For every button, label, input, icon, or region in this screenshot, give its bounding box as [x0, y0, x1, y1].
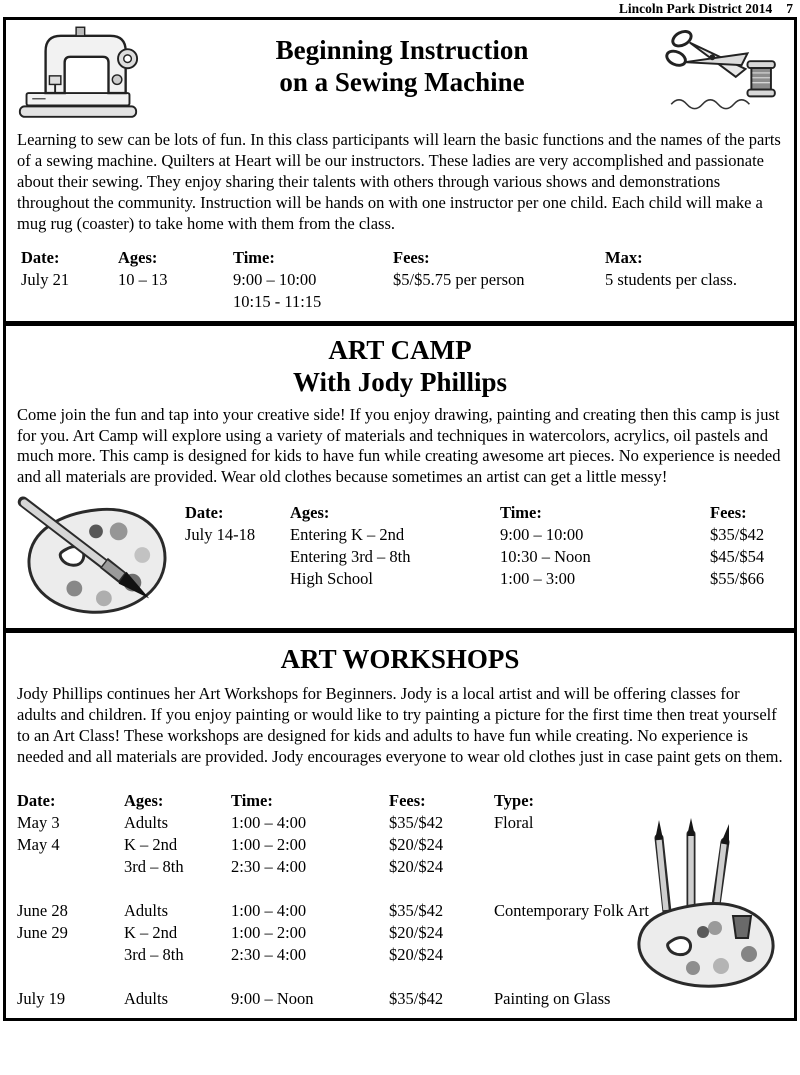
cell-fees: $20/$24 [389, 856, 444, 876]
art-workshops-description: Jody Phillips continues her Art Workshops for Beginners. Jody is a local artist and will be offering classes for adults and children. If you enjoy painting or would like to try painting a picture for the first time then treat yourself to an Art Class! These workshops are designed for kids and adults to have fun while creating. No experience is needed and all materials are provided. Jody encourages everyone to wear old clothes just in case paint gets on them. [17, 683, 783, 766]
cell-fees: $35/$42 [389, 900, 444, 920]
table-row [21, 269, 783, 313]
art-camp-title-line1: ART CAMP [328, 334, 472, 365]
cell-date: July 19 [17, 988, 66, 1008]
cell-ages: Entering K – 2nd [290, 525, 405, 545]
art-workshops-section [3, 630, 797, 1020]
cell-ages: Entering 3rd – 8th [290, 547, 411, 567]
cell-ages: Adults [124, 900, 169, 920]
cell-time: 1:00 – 4:00 [231, 900, 307, 920]
cell-fees: $45/$54 [710, 547, 765, 567]
cell-ages: K – 2nd [124, 922, 178, 942]
cell-ages: 3rd – 8th [124, 856, 184, 876]
cell-time-session1: 9:00 – 10:00 [233, 269, 317, 289]
cell-ages: Adults [124, 988, 169, 1008]
sewing-title [139, 34, 665, 99]
paint-palette-brushes-icon [629, 816, 779, 988]
table-row [17, 988, 783, 1010]
cell-fees: $55/$66 [710, 569, 765, 589]
cell-date: May 4 [17, 834, 60, 854]
column-header-type: Type: [494, 790, 535, 810]
paint-palette-brush-icon [17, 494, 175, 620]
cell-ages: 3rd – 8th [124, 944, 184, 964]
column-header-ages: Ages: [290, 503, 330, 523]
cell-time: 1:00 – 4:00 [231, 812, 307, 832]
art-camp-title [17, 334, 783, 399]
sewing-section [3, 17, 797, 324]
cell-date [17, 856, 124, 878]
cell-time: 9:00 – Noon [231, 988, 314, 1008]
cell-fees: $5/$5.75 per person [393, 269, 525, 289]
sewing-machine-icon [17, 26, 139, 120]
cell-ages: 10 – 13 [118, 269, 168, 289]
cell-time: 9:00 – 10:00 [500, 525, 584, 545]
column-header-time: Time: [233, 247, 275, 267]
sewing-section-header [17, 26, 783, 120]
column-header-fees: Fees: [389, 790, 426, 810]
cell-date: June 28 [17, 900, 68, 920]
cell-date: May 3 [17, 812, 60, 832]
column-header-time: Time: [231, 790, 273, 810]
column-header-max: Max: [605, 247, 643, 267]
sewing-notions-icon [665, 26, 783, 114]
cell-type: Contemporary Folk Art [494, 900, 649, 920]
cell-date [185, 546, 290, 568]
cell-date [17, 944, 124, 966]
cell-fees: $35/$42 [389, 812, 444, 832]
cell-fees: $35/$42 [710, 525, 765, 545]
sewing-schedule-table [17, 247, 783, 313]
sewing-title-line1: Beginning Instruction [275, 35, 529, 65]
cell-time: 10:30 – Noon [500, 547, 591, 567]
cell-time: 2:30 – 4:00 [231, 944, 307, 964]
table-row [185, 568, 783, 590]
column-header-date: Date: [185, 503, 224, 523]
cell-time: 1:00 – 3:00 [500, 569, 576, 589]
art-workshops-schedule-area [17, 790, 783, 1010]
cell-fees: $20/$24 [389, 944, 444, 964]
cell-ages: K – 2nd [124, 834, 178, 854]
cell-time: 1:00 – 2:00 [231, 922, 307, 942]
sewing-title-line2: on a Sewing Machine [279, 67, 525, 98]
cell-ages: Adults [124, 812, 169, 832]
column-header-date: Date: [21, 247, 60, 267]
cell-fees: $20/$24 [389, 922, 444, 942]
column-header-ages: Ages: [124, 790, 164, 810]
art-camp-description: Come join the fun and tap into your creative side! If you enjoy drawing, painting and creating then this camp is just for you. Art Camp will explore using a variety of materials and techniques in watercolors, acrylics, oil pastels and much more. This camp is designed for kids to have fun while creating awesome art pieces. No experience is needed and all materials are provided. Wear old clothes because sometimes an artist can get a little messy! [17, 404, 781, 487]
cell-max: 5 students per class. [605, 269, 737, 289]
page-header [3, 0, 797, 17]
cell-time: 1:00 – 2:00 [231, 834, 307, 854]
column-header-time: Time: [500, 503, 542, 523]
column-header-fees: Fees: [710, 503, 747, 523]
table-row [185, 546, 783, 568]
art-camp-schedule-area [17, 494, 783, 620]
cell-date: July 21 [21, 269, 70, 289]
table-header-row [21, 247, 783, 269]
page-number: 7 [786, 1, 793, 16]
art-workshops-title: ART WORKSHOPS [280, 644, 520, 675]
cell-fees: $35/$42 [389, 988, 444, 1008]
cell-ages: High School [290, 569, 373, 589]
cell-date: July 14-18 [185, 525, 256, 545]
art-camp-section [3, 323, 797, 632]
cell-time [233, 269, 393, 313]
cell-date [185, 568, 290, 590]
table-header-row [185, 502, 783, 524]
art-camp-schedule-table [175, 502, 783, 590]
cell-time-session2: 10:15 - 11:15 [233, 291, 322, 311]
column-header-fees: Fees: [393, 247, 430, 267]
table-row [185, 524, 783, 546]
column-header-date: Date: [17, 790, 56, 810]
sewing-description: Learning to sew can be lots of fun. In this class participants will learn the basic functions and the names of the parts of a sewing machine. Quilters at Heart will be our instructors. These ladies are very accomplished and passionate about their sewing. They enjoy sharing their talents with others through various shows and demonstrations throughout the community. Instruction will be hands on with one instructor per one child. Each child will make a mug rug (coaster) to take home with them from the class. [17, 130, 781, 233]
cell-type: Floral [494, 812, 534, 832]
cell-time: 2:30 – 4:00 [231, 856, 307, 876]
publication-title: Lincoln Park District 2014 [618, 1, 773, 16]
cell-type: Painting on Glass [494, 988, 611, 1008]
column-header-ages: Ages: [118, 247, 158, 267]
art-camp-title-line2: With Jody Phillips [292, 367, 508, 398]
cell-fees: $20/$24 [389, 834, 444, 854]
cell-date: June 29 [17, 922, 68, 942]
table-header-row [17, 790, 783, 812]
